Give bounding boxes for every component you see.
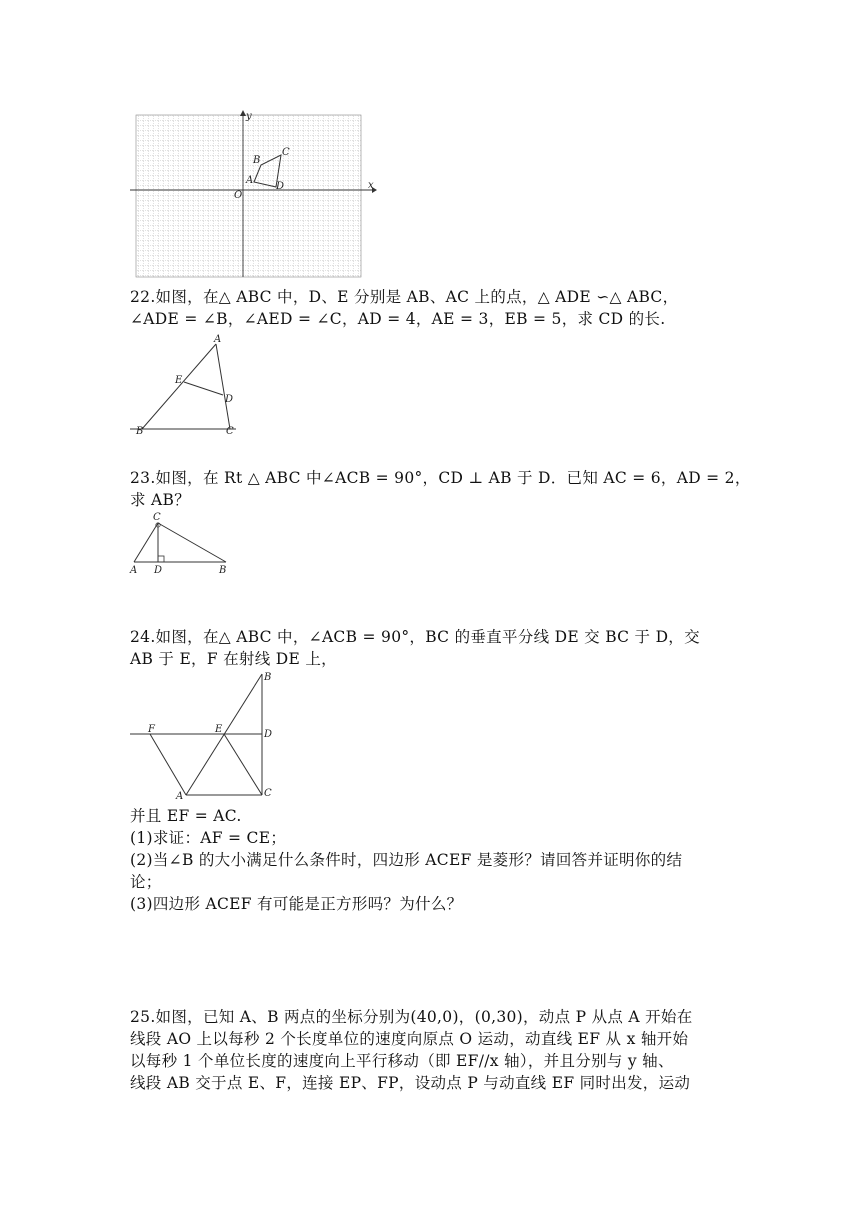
q24-text-line4: (1)求证：AF = CE；: [130, 829, 287, 847]
q24-text-line3: 并且 EF = AC.: [130, 807, 242, 825]
q22-point-b: B: [136, 426, 144, 437]
q23-figure: [128, 510, 238, 576]
grid-point-b: B: [253, 155, 261, 166]
q22-text-line1: 22.如图，在△ ABC 中，D、E 分别是 AB、AC 上的点，△ ADE ∽△ ABC，: [130, 288, 679, 306]
grid-point-a: A: [246, 175, 254, 186]
q25-text-line2: 线段 AO 上以每秒 2 个长度单位的速度向原点 O 运动，动直线 EF 从 x 轴开始: [130, 1030, 689, 1048]
q22-point-e: E: [175, 375, 183, 386]
q24-point-f: F: [148, 724, 155, 735]
q22-point-d: D: [225, 394, 234, 405]
q24-point-d: D: [264, 729, 273, 740]
grid-figure: [128, 110, 378, 280]
grid-y-label: y: [246, 111, 252, 122]
q24-text-line1: 24.如图，在△ ABC 中，∠ACB = 90°，BC 的垂直平分线 DE 交 BC 于 D，交: [130, 628, 700, 646]
q22-point-c: C: [226, 426, 234, 437]
q24-text-line7: (3)四边形 ACEF 有可能是正方形吗？为什么？: [130, 895, 463, 913]
q24-figure-svg: [128, 670, 278, 802]
q24-text-line6: 论；: [130, 873, 162, 891]
q22-figure: [128, 332, 248, 437]
q23-figure-svg: [128, 510, 238, 576]
grid-area: [136, 115, 361, 277]
q22-text-line2: ∠ADE = ∠B，∠AED = ∠C，AD = 4，AE = 3，EB = 5，求 CD 的长.: [130, 310, 666, 328]
q24-point-b: B: [264, 672, 272, 683]
q23-text-line2: 求 AB？: [130, 491, 191, 509]
grid-origin-label: O: [234, 190, 243, 201]
q23-point-a: A: [130, 565, 138, 576]
q24-figure: [128, 670, 278, 802]
q23-point-c: C: [153, 512, 161, 523]
grid-point-d: D: [276, 181, 285, 192]
q22-point-a: A: [214, 334, 222, 345]
q24-point-a: A: [176, 791, 184, 802]
grid-figure-svg: [128, 110, 378, 280]
q22-figure-svg: [128, 332, 248, 437]
grid-x-label: x: [368, 180, 374, 191]
q25-text-line1: 25.如图，已知 A、B 两点的坐标分别为(40,0)，(0,30)，动点 P 从点 A 开始在: [130, 1008, 693, 1026]
grid-point-c: C: [282, 147, 290, 158]
q24-point-c: C: [264, 788, 272, 799]
q24-point-e: E: [215, 724, 223, 735]
q23-point-d: D: [154, 565, 163, 576]
q24-text-line5: (2)当∠B 的大小满足什么条件时，四边形 ACEF 是菱形？请回答并证明你的结: [130, 851, 683, 869]
q23-text-line1: 23.如图，在 Rt △ ABC 中∠ACB = 90°，CD ⊥ AB 于 D．已知 AC = 6，AD = 2，: [130, 469, 751, 487]
q24-text-line2: AB 于 E，F 在射线 DE 上，: [130, 650, 337, 668]
q23-point-b: B: [219, 565, 227, 576]
q25-text-line4: 线段 AB 交于点 E、F，连接 EP、FP，设动点 P 与动直线 EF 同时出发，运动: [130, 1074, 691, 1092]
q25-text-line3: 以每秒 1 个单位长度的速度向上平行移动（即 EF//x 轴），并且分别与 y 轴、: [130, 1052, 674, 1070]
